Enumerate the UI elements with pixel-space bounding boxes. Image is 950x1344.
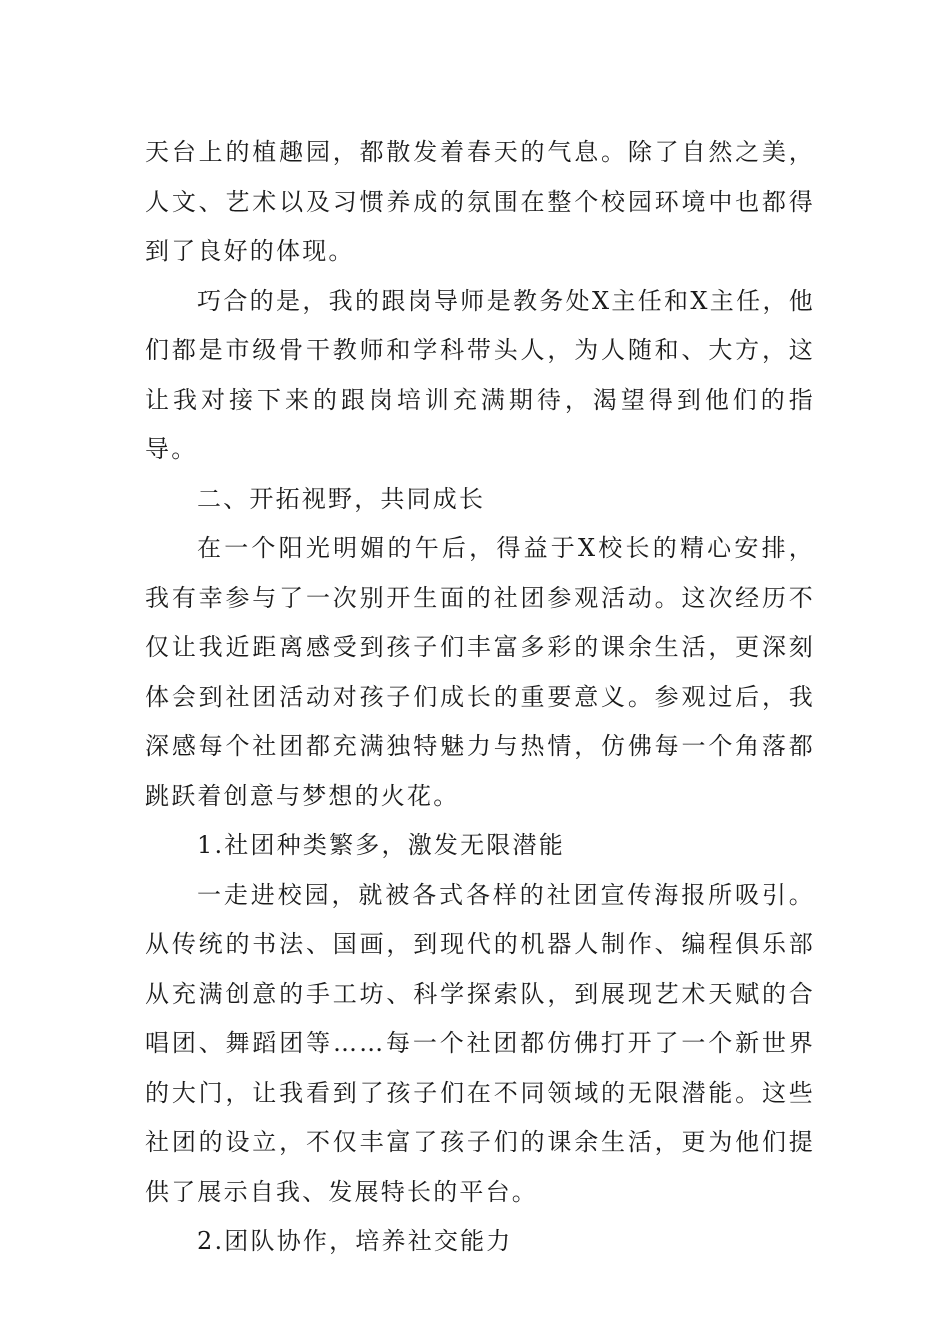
paragraph-mentors: 巧合的是，我的跟岗导师是教务处X主任和X主任，他们都是市级骨干教师和学科带头人，为人随和、大方，这让我对接下来的跟岗培训充满期待，渴望得到他们的指导。	[145, 286, 815, 463]
subheading-teamwork: 2.团队协作，培养社交能力	[197, 1227, 513, 1255]
paragraph-continuation: 天台上的植趣园，都散发着春天的气息。除了自然之美，人文、艺术以及习惯养成的氛围在整个校园环境中也都得到了良好的体现。	[145, 138, 815, 265]
document-body	[145, 128, 815, 1267]
subheading-club-variety: 1.社团种类繁多，激发无限潜能	[197, 831, 565, 859]
paragraph-club-visit: 在一个阳光明媚的午后，得益于X校长的精心安排，我有幸参与了一次别开生面的社团参观活动。这次经历不仅让我近距离感受到孩子们丰富多彩的课余生活，更深刻体会到社团活动对孩子们成长的重要意义。参观过后，我深感每个社团都充满独特魅力与热情，仿佛每一个角落都跳跃着创意与梦想的火花。	[145, 534, 815, 810]
section-heading-broaden-horizons: 二、开拓视野，共同成长	[197, 484, 486, 513]
paragraph-club-variety: 一走进校园，就被各式各样的社团宣传海报所吸引。从传统的书法、国画，到现代的机器人制作、编程俱乐部从充满创意的手工坊、科学探索队，到展现艺术天赋的合唱团、舞蹈团等……每一个社团都仿佛打开了一个新世界的大门，让我看到了孩子们在不同领域的无限潜能。这些社团的设立，不仅丰富了孩子们的课余生活，更为他们提供了展示自我、发展特长的平台。	[145, 880, 815, 1206]
